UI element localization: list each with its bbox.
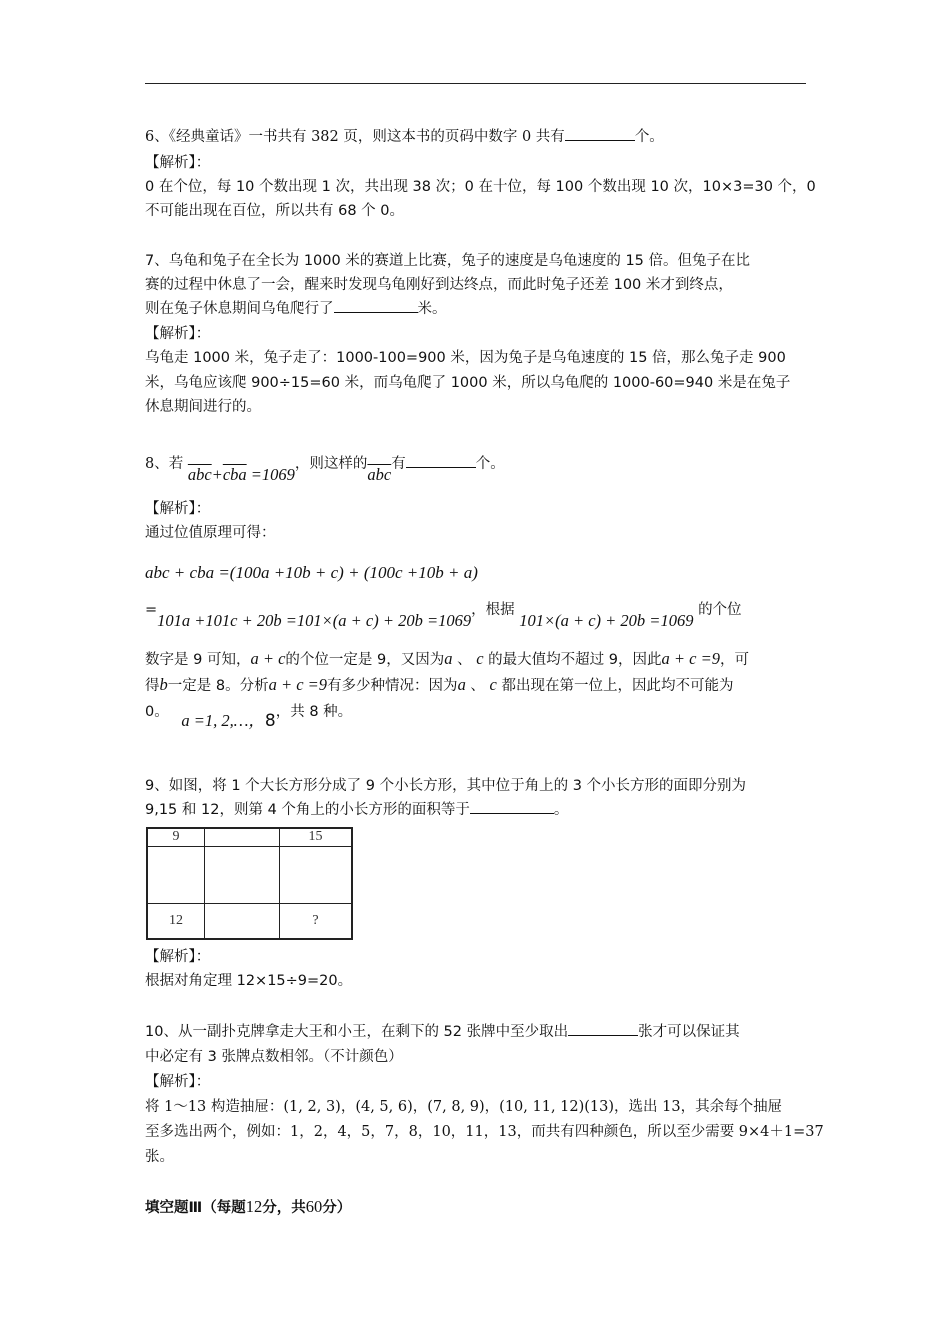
grid-cell <box>205 846 280 903</box>
q8-formula-3: 101×(a + c) + 20b =1069 <box>519 611 694 630</box>
q8-jiexi-label: 【解析】： <box>145 501 211 517</box>
q8-formula-2: 101a +101c + 20b =101×(a + c) + 20b =1069 <box>157 611 472 630</box>
q10-solution-1: 将 1～13 构造抽屉：(1, 2, 3)，(4, 5, 6)，(7, 8, 9)，(10, 11, 12)(13)，选出 13，其余每个抽屉 <box>145 1099 783 1115</box>
q7-solution-3: 休息期间进行的。 <box>145 399 261 415</box>
q10-answer-blank <box>568 1021 638 1036</box>
q7-solution-1: 乌龟走 1000 米，兔子走了：1000-100=900 米，因为兔子是乌龟速度的 15 倍，那么兔子走 900 <box>145 350 786 366</box>
grid-cell: 12 <box>147 903 205 939</box>
q8-question: 8、若 $\overline{abc}+\overline{cba} =1069$，则这样的$\overline{abc}$有 个。 <box>145 452 810 486</box>
q8-cba-overline: $\overline{cba}$ <box>222 465 247 484</box>
q6-question: 6、《经典童话》一书共有 382 页，则这本书的页码中数字 0 共有 个。 <box>145 126 810 148</box>
q7-answer-blank <box>334 298 418 313</box>
q8-intro: 通过位值原理可得： <box>145 525 276 541</box>
q7-question-1: 7、乌龟和兔子在全长为 1000 米的赛道上比赛，兔子的速度是乌龟速度的 15 倍。但兔子在比 <box>145 253 751 269</box>
q7-solution-2: 米，乌龟应该爬 900÷15=60 米，而乌龟爬了 1000 米，所以乌龟爬的 1000-60=940 米是在兔子 <box>145 375 791 391</box>
q10-jiexi-label: 【解析】： <box>145 1074 211 1090</box>
grid-cell <box>205 903 280 939</box>
q7-jiexi-label: 【解析】： <box>145 326 211 342</box>
q6-jiexi-label: 【解析】： <box>145 155 211 171</box>
q7-question-3: 则在兔子休息期间乌龟爬行了 米。 <box>145 298 810 320</box>
q8-abc-overline: $\overline{abc}$ <box>187 465 212 484</box>
grid-cell <box>205 828 280 846</box>
q10-solution-2: 至多选出两个，例如：1，2，4，5，7，8，10，11，13，而共有四种颜色，所以至少需要 9×4＋1=37 <box>145 1124 824 1140</box>
q8-answer-blank <box>406 453 476 468</box>
header-rule <box>145 83 806 84</box>
q6-solution-2: 不可能出现在百位，所以共有 68 个 0。 <box>145 203 405 219</box>
q9-jiexi-label: 【解析】： <box>145 949 211 965</box>
q8-analysis-4: 得b一定是 8。分析a + c =9有多少种情况：因为a 、 c 都出现在第一位上，因此均不可能为 <box>145 675 734 694</box>
q6-answer-blank <box>565 126 635 141</box>
grid-cell: 15 <box>280 828 353 846</box>
q7-question-2: 赛的过程中休息了一会，醒来时发现乌龟刚好到达终点，而此时兔子还差 100 米才到终点， <box>145 277 733 293</box>
q8-formula-1: abc + cba =(100a +10b + c) + (100c +10b + a) <box>145 563 478 582</box>
q8-abc-overline-2: $\overline{abc}$ <box>367 465 392 484</box>
q9-answer-blank <box>470 799 554 814</box>
q8-analysis-5: 0。 a =1, 2,…，8，共 8 种。 <box>145 704 353 731</box>
q9-question-1: 9、如图，将 1 个大长方形分成了 9 个小长方形，其中位于角上的 3 个小长方形的面即分别为 <box>145 778 747 794</box>
grid-cell <box>147 846 205 903</box>
q8-formula-2-line: =101a +101c + 20b =101×(a + c) + 20b =1069，根据 101×(a + c) + 20b =1069 的个位 <box>145 602 742 630</box>
q10-solution-3: 张。 <box>145 1149 174 1165</box>
grid-cell-unknown: ? <box>280 903 353 939</box>
q6-solution-1: 0 在个位，每 10 个数出现 1 次，共出现 38 次；0 在十位，每 100 个数出现 10 次，10×3=30 个，0 <box>145 179 816 195</box>
q9-rectangle-grid <box>146 827 353 940</box>
q10-question-2: 中必定有 3 张牌点数相邻。（不计颜色） <box>145 1049 403 1065</box>
q9-question-2: 9,15 和 12，则第 4 个角上的小长方形的面积等于 。 <box>145 799 810 821</box>
q8-analysis-3: 数字是 9 可知，a + c的个位一定是 9，又因为a 、 c 的最大值均不超过 9，因此a + c =9，可 <box>145 649 749 668</box>
q9-solution: 根据对角定理 12×15÷9=20。 <box>145 973 353 989</box>
grid-cell <box>280 846 353 903</box>
section-heading: 填空题Ⅲ（每题12分，共60分） <box>145 1197 352 1216</box>
q10-question-1: 10、从一副扑克牌拿走大王和小王，在剩下的 52 张牌中至少取出 张才可以保证其 <box>145 1021 810 1043</box>
grid-cell: 9 <box>147 828 205 846</box>
